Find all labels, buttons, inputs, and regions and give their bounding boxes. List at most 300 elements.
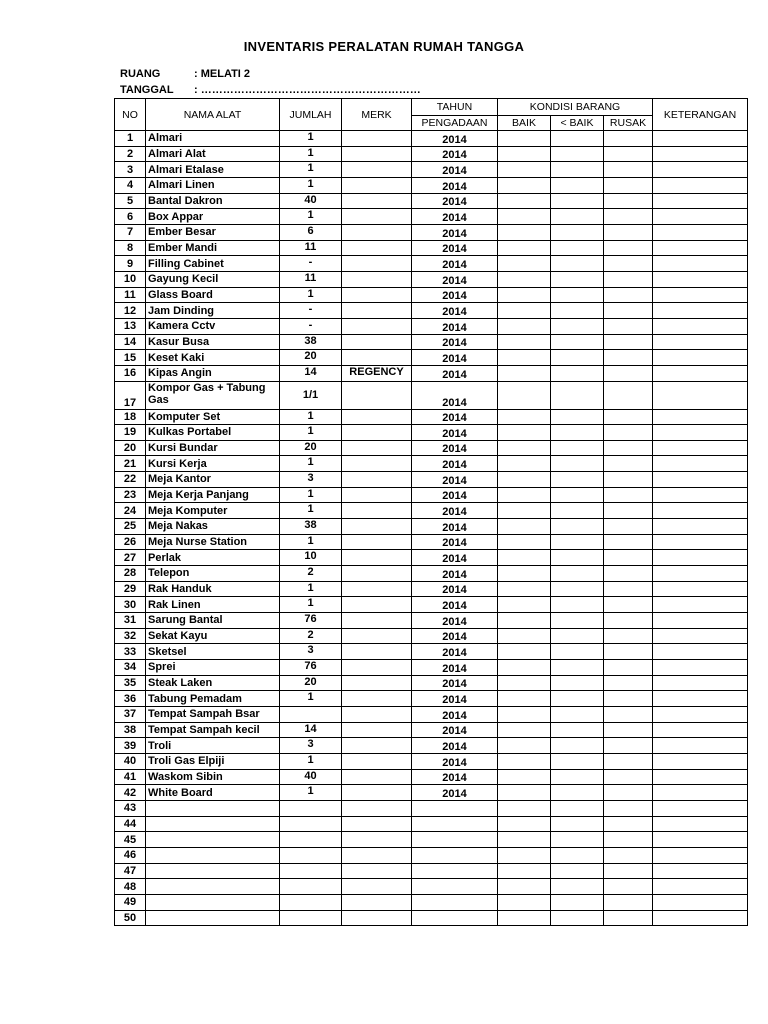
cell-rusak xyxy=(604,287,653,303)
cell-keterangan xyxy=(653,863,748,879)
cell-jumlah xyxy=(280,800,342,816)
cell-merk xyxy=(342,910,412,926)
cell-keterangan xyxy=(653,162,748,178)
cell-jumlah: 11 xyxy=(280,271,342,287)
cell-no: 17 xyxy=(115,381,146,409)
cell-keterangan xyxy=(653,816,748,832)
cell-no: 45 xyxy=(115,832,146,848)
table-row xyxy=(115,597,748,613)
cell-kurang-baik xyxy=(551,177,604,193)
cell-nama-alat: Waskom Sibin xyxy=(146,769,280,785)
cell-keterangan xyxy=(653,706,748,722)
cell-tahun-pengadaan: 2014 xyxy=(412,753,498,769)
table-row xyxy=(115,487,748,503)
cell-merk xyxy=(342,271,412,287)
cell-tahun-pengadaan: 2014 xyxy=(412,503,498,519)
cell-baik xyxy=(498,785,551,801)
cell-keterangan xyxy=(653,613,748,629)
cell-tahun-pengadaan: 2014 xyxy=(412,440,498,456)
cell-keterangan xyxy=(653,660,748,676)
cell-no: 36 xyxy=(115,691,146,707)
cell-keterangan xyxy=(653,303,748,319)
cell-no: 7 xyxy=(115,224,146,240)
cell-kurang-baik xyxy=(551,785,604,801)
cell-tahun-pengadaan xyxy=(412,863,498,879)
cell-rusak xyxy=(604,675,653,691)
cell-tahun-pengadaan: 2014 xyxy=(412,613,498,629)
cell-baik xyxy=(498,534,551,550)
cell-baik xyxy=(498,863,551,879)
cell-baik xyxy=(498,566,551,582)
cell-keterangan xyxy=(653,675,748,691)
cell-nama-alat: Almari Alat xyxy=(146,146,280,162)
cell-jumlah: 1 xyxy=(280,425,342,441)
cell-baik xyxy=(498,303,551,319)
cell-tahun-pengadaan: 2014 xyxy=(412,487,498,503)
cell-rusak xyxy=(604,409,653,425)
cell-nama-alat: Kursi Kerja xyxy=(146,456,280,472)
cell-keterangan xyxy=(653,350,748,366)
cell-baik xyxy=(498,894,551,910)
cell-kurang-baik xyxy=(551,534,604,550)
cell-nama-alat: Gayung Kecil xyxy=(146,271,280,287)
cell-tahun-pengadaan: 2014 xyxy=(412,597,498,613)
cell-kurang-baik xyxy=(551,472,604,488)
cell-keterangan xyxy=(653,131,748,147)
cell-baik xyxy=(498,318,551,334)
cell-tahun-pengadaan: 2014 xyxy=(412,381,498,409)
cell-kurang-baik xyxy=(551,318,604,334)
cell-kurang-baik xyxy=(551,162,604,178)
cell-keterangan xyxy=(653,534,748,550)
cell-kurang-baik xyxy=(551,365,604,381)
cell-merk xyxy=(342,691,412,707)
cell-nama-alat: Almari Linen xyxy=(146,177,280,193)
table-row xyxy=(115,691,748,707)
cell-rusak xyxy=(604,365,653,381)
cell-jumlah xyxy=(280,816,342,832)
cell-kurang-baik xyxy=(551,487,604,503)
cell-nama-alat: Sekat Kayu xyxy=(146,628,280,644)
cell-merk xyxy=(342,487,412,503)
table-row xyxy=(115,894,748,910)
cell-nama-alat: Jam Dinding xyxy=(146,303,280,319)
cell-jumlah: 6 xyxy=(280,224,342,240)
cell-kurang-baik xyxy=(551,381,604,409)
cell-merk xyxy=(342,350,412,366)
cell-jumlah: - xyxy=(280,303,342,319)
cell-keterangan xyxy=(653,365,748,381)
cell-kurang-baik xyxy=(551,722,604,738)
cell-merk xyxy=(342,660,412,676)
cell-kurang-baik xyxy=(551,832,604,848)
cell-nama-alat: Meja Kantor xyxy=(146,472,280,488)
cell-no: 43 xyxy=(115,800,146,816)
cell-merk xyxy=(342,256,412,272)
cell-kurang-baik xyxy=(551,581,604,597)
table-row xyxy=(115,177,748,193)
cell-jumlah: 2 xyxy=(280,566,342,582)
cell-rusak xyxy=(604,613,653,629)
cell-jumlah: 1 xyxy=(280,753,342,769)
cell-jumlah xyxy=(280,832,342,848)
cell-kurang-baik xyxy=(551,566,604,582)
cell-keterangan xyxy=(653,628,748,644)
cell-baik xyxy=(498,675,551,691)
cell-baik xyxy=(498,256,551,272)
cell-keterangan xyxy=(653,240,748,256)
cell-tahun-pengadaan: 2014 xyxy=(412,318,498,334)
cell-merk xyxy=(342,800,412,816)
cell-nama-alat: Kursi Bundar xyxy=(146,440,280,456)
cell-no: 38 xyxy=(115,722,146,738)
cell-rusak xyxy=(604,146,653,162)
cell-no: 33 xyxy=(115,644,146,660)
cell-nama-alat: Bantal Dakron xyxy=(146,193,280,209)
cell-kurang-baik xyxy=(551,660,604,676)
table-row xyxy=(115,660,748,676)
cell-tahun-pengadaan: 2014 xyxy=(412,628,498,644)
table-row xyxy=(115,146,748,162)
cell-baik xyxy=(498,146,551,162)
cell-nama-alat: Kipas Angin xyxy=(146,365,280,381)
cell-merk xyxy=(342,879,412,895)
cell-tahun-pengadaan: 2014 xyxy=(412,660,498,676)
cell-jumlah: 3 xyxy=(280,644,342,660)
table-row xyxy=(115,816,748,832)
cell-keterangan xyxy=(653,753,748,769)
cell-nama-alat: Komputer Set xyxy=(146,409,280,425)
table-row xyxy=(115,303,748,319)
table-row xyxy=(115,769,748,785)
cell-tahun-pengadaan: 2014 xyxy=(412,691,498,707)
cell-tahun-pengadaan: 2014 xyxy=(412,581,498,597)
cell-keterangan xyxy=(653,550,748,566)
cell-nama-alat: Troli xyxy=(146,738,280,754)
cell-rusak xyxy=(604,566,653,582)
meta-ruang xyxy=(120,68,250,80)
cell-rusak xyxy=(604,193,653,209)
cell-keterangan xyxy=(653,894,748,910)
cell-merk xyxy=(342,440,412,456)
cell-baik xyxy=(498,456,551,472)
header-jumlah: JUMLAH xyxy=(280,99,342,131)
cell-keterangan xyxy=(653,879,748,895)
table-row xyxy=(115,365,748,381)
cell-rusak xyxy=(604,581,653,597)
cell-jumlah xyxy=(280,910,342,926)
cell-rusak xyxy=(604,753,653,769)
cell-keterangan xyxy=(653,318,748,334)
table-row xyxy=(115,193,748,209)
cell-merk xyxy=(342,785,412,801)
cell-nama-alat: Tempat Sampah kecil xyxy=(146,722,280,738)
cell-baik xyxy=(498,753,551,769)
cell-merk xyxy=(342,581,412,597)
cell-kurang-baik xyxy=(551,863,604,879)
cell-no: 48 xyxy=(115,879,146,895)
cell-jumlah: 20 xyxy=(280,350,342,366)
cell-baik xyxy=(498,628,551,644)
cell-jumlah: 40 xyxy=(280,193,342,209)
cell-baik xyxy=(498,769,551,785)
cell-kurang-baik xyxy=(551,209,604,225)
cell-tahun-pengadaan xyxy=(412,894,498,910)
cell-merk xyxy=(342,503,412,519)
cell-jumlah: 1 xyxy=(280,503,342,519)
cell-nama-alat xyxy=(146,816,280,832)
cell-baik xyxy=(498,644,551,660)
cell-keterangan xyxy=(653,287,748,303)
cell-jumlah: 1 xyxy=(280,456,342,472)
cell-jumlah: 10 xyxy=(280,550,342,566)
cell-jumlah: 1 xyxy=(280,785,342,801)
cell-nama-alat xyxy=(146,847,280,863)
cell-baik xyxy=(498,440,551,456)
cell-baik xyxy=(498,910,551,926)
cell-kurang-baik xyxy=(551,303,604,319)
table-row xyxy=(115,550,748,566)
cell-no: 16 xyxy=(115,365,146,381)
cell-rusak xyxy=(604,271,653,287)
cell-no: 3 xyxy=(115,162,146,178)
cell-no: 20 xyxy=(115,440,146,456)
table-row xyxy=(115,613,748,629)
cell-kurang-baik xyxy=(551,628,604,644)
cell-baik xyxy=(498,581,551,597)
cell-baik xyxy=(498,519,551,535)
cell-rusak xyxy=(604,162,653,178)
cell-no: 12 xyxy=(115,303,146,319)
cell-merk xyxy=(342,613,412,629)
cell-no: 30 xyxy=(115,597,146,613)
cell-keterangan xyxy=(653,472,748,488)
cell-jumlah: 40 xyxy=(280,769,342,785)
cell-rusak xyxy=(604,722,653,738)
cell-merk xyxy=(342,519,412,535)
cell-nama-alat: Keset Kaki xyxy=(146,350,280,366)
cell-keterangan xyxy=(653,769,748,785)
cell-kurang-baik xyxy=(551,503,604,519)
cell-jumlah: 2 xyxy=(280,628,342,644)
cell-jumlah: 76 xyxy=(280,660,342,676)
table-row xyxy=(115,472,748,488)
table-row xyxy=(115,581,748,597)
cell-no: 21 xyxy=(115,456,146,472)
cell-rusak xyxy=(604,240,653,256)
cell-jumlah: 1 xyxy=(280,409,342,425)
cell-no: 9 xyxy=(115,256,146,272)
table-row xyxy=(115,847,748,863)
cell-kurang-baik xyxy=(551,131,604,147)
table-row xyxy=(115,318,748,334)
cell-rusak xyxy=(604,879,653,895)
cell-tahun-pengadaan: 2014 xyxy=(412,256,498,272)
cell-merk xyxy=(342,644,412,660)
cell-merk xyxy=(342,628,412,644)
cell-jumlah: 1/1 xyxy=(280,381,342,409)
tanggal-label: TANGGAL xyxy=(120,84,174,96)
ruang-value: : MELATI 2 xyxy=(194,68,251,80)
cell-no: 29 xyxy=(115,581,146,597)
cell-tahun-pengadaan: 2014 xyxy=(412,131,498,147)
table-row xyxy=(115,334,748,350)
cell-baik xyxy=(498,503,551,519)
header-kondisi-barang: KONDISI BARANG xyxy=(498,99,653,116)
cell-no: 19 xyxy=(115,425,146,441)
table-row xyxy=(115,381,748,409)
table-row xyxy=(115,753,748,769)
cell-merk xyxy=(342,597,412,613)
cell-nama-alat: Kamera Cctv xyxy=(146,318,280,334)
cell-rusak xyxy=(604,534,653,550)
cell-kurang-baik xyxy=(551,675,604,691)
cell-kurang-baik xyxy=(551,879,604,895)
cell-rusak xyxy=(604,472,653,488)
ruang-label: RUANG xyxy=(120,68,161,80)
cell-tahun-pengadaan: 2014 xyxy=(412,472,498,488)
table-body xyxy=(115,131,748,926)
cell-keterangan xyxy=(653,738,748,754)
cell-tahun-pengadaan: 2014 xyxy=(412,193,498,209)
cell-nama-alat: Perlak xyxy=(146,550,280,566)
cell-kurang-baik xyxy=(551,240,604,256)
cell-merk xyxy=(342,131,412,147)
table-row xyxy=(115,271,748,287)
cell-baik xyxy=(498,472,551,488)
cell-jumlah: 14 xyxy=(280,722,342,738)
cell-merk xyxy=(342,534,412,550)
cell-keterangan xyxy=(653,597,748,613)
cell-baik xyxy=(498,177,551,193)
cell-jumlah: 76 xyxy=(280,613,342,629)
cell-no: 10 xyxy=(115,271,146,287)
cell-no: 42 xyxy=(115,785,146,801)
cell-jumlah: 14 xyxy=(280,365,342,381)
cell-rusak xyxy=(604,769,653,785)
cell-merk xyxy=(342,863,412,879)
cell-keterangan xyxy=(653,910,748,926)
table-row xyxy=(115,675,748,691)
table-row xyxy=(115,240,748,256)
cell-nama-alat: Sarung Bantal xyxy=(146,613,280,629)
cell-rusak xyxy=(604,628,653,644)
cell-tahun-pengadaan: 2014 xyxy=(412,162,498,178)
cell-tahun-pengadaan: 2014 xyxy=(412,675,498,691)
cell-rusak xyxy=(604,847,653,863)
cell-baik xyxy=(498,350,551,366)
cell-keterangan xyxy=(653,691,748,707)
table-row xyxy=(115,910,748,926)
cell-kurang-baik xyxy=(551,193,604,209)
cell-rusak xyxy=(604,832,653,848)
cell-merk xyxy=(342,550,412,566)
table-row xyxy=(115,519,748,535)
cell-jumlah: 1 xyxy=(280,146,342,162)
cell-nama-alat: Sketsel xyxy=(146,644,280,660)
cell-rusak xyxy=(604,425,653,441)
table-row xyxy=(115,738,748,754)
cell-nama-alat: Almari xyxy=(146,131,280,147)
cell-tahun-pengadaan: 2014 xyxy=(412,287,498,303)
cell-jumlah: 1 xyxy=(280,597,342,613)
cell-no: 44 xyxy=(115,816,146,832)
cell-merk xyxy=(342,334,412,350)
cell-jumlah xyxy=(280,847,342,863)
cell-rusak xyxy=(604,519,653,535)
cell-baik xyxy=(498,706,551,722)
cell-nama-alat: Sprei xyxy=(146,660,280,676)
cell-merk xyxy=(342,722,412,738)
cell-keterangan xyxy=(653,832,748,848)
cell-tahun-pengadaan xyxy=(412,847,498,863)
cell-baik xyxy=(498,209,551,225)
cell-tahun-pengadaan: 2014 xyxy=(412,550,498,566)
header-keterangan: KETERANGAN xyxy=(653,99,748,131)
cell-tahun-pengadaan: 2014 xyxy=(412,350,498,366)
cell-kurang-baik xyxy=(551,753,604,769)
table-row xyxy=(115,644,748,660)
cell-no: 18 xyxy=(115,409,146,425)
cell-rusak xyxy=(604,738,653,754)
cell-baik xyxy=(498,381,551,409)
cell-kurang-baik xyxy=(551,519,604,535)
cell-merk xyxy=(342,566,412,582)
cell-baik xyxy=(498,722,551,738)
cell-tahun-pengadaan: 2014 xyxy=(412,456,498,472)
cell-tahun-pengadaan: 2014 xyxy=(412,722,498,738)
cell-kurang-baik xyxy=(551,800,604,816)
cell-kurang-baik xyxy=(551,440,604,456)
cell-tahun-pengadaan: 2014 xyxy=(412,769,498,785)
cell-tahun-pengadaan xyxy=(412,800,498,816)
cell-keterangan xyxy=(653,381,748,409)
table-row xyxy=(115,879,748,895)
cell-kurang-baik xyxy=(551,287,604,303)
cell-rusak xyxy=(604,785,653,801)
cell-kurang-baik xyxy=(551,738,604,754)
cell-tahun-pengadaan: 2014 xyxy=(412,334,498,350)
cell-rusak xyxy=(604,816,653,832)
cell-keterangan xyxy=(653,193,748,209)
cell-baik xyxy=(498,131,551,147)
cell-keterangan xyxy=(653,256,748,272)
cell-merk xyxy=(342,162,412,178)
cell-jumlah: 3 xyxy=(280,738,342,754)
cell-tahun-pengadaan: 2014 xyxy=(412,303,498,319)
cell-merk xyxy=(342,847,412,863)
cell-nama-alat: Tempat Sampah Bsar xyxy=(146,706,280,722)
cell-tahun-pengadaan: 2014 xyxy=(412,425,498,441)
cell-baik xyxy=(498,816,551,832)
cell-keterangan xyxy=(653,146,748,162)
cell-merk xyxy=(342,381,412,409)
cell-rusak xyxy=(604,706,653,722)
cell-keterangan xyxy=(653,566,748,582)
cell-baik xyxy=(498,691,551,707)
cell-jumlah: 1 xyxy=(280,487,342,503)
cell-jumlah: 38 xyxy=(280,519,342,535)
cell-kurang-baik xyxy=(551,894,604,910)
cell-jumlah: 20 xyxy=(280,675,342,691)
inventory-table xyxy=(114,98,748,926)
cell-keterangan xyxy=(653,722,748,738)
cell-jumlah xyxy=(280,706,342,722)
table-row xyxy=(115,534,748,550)
cell-no: 4 xyxy=(115,177,146,193)
table-row xyxy=(115,832,748,848)
cell-baik xyxy=(498,879,551,895)
